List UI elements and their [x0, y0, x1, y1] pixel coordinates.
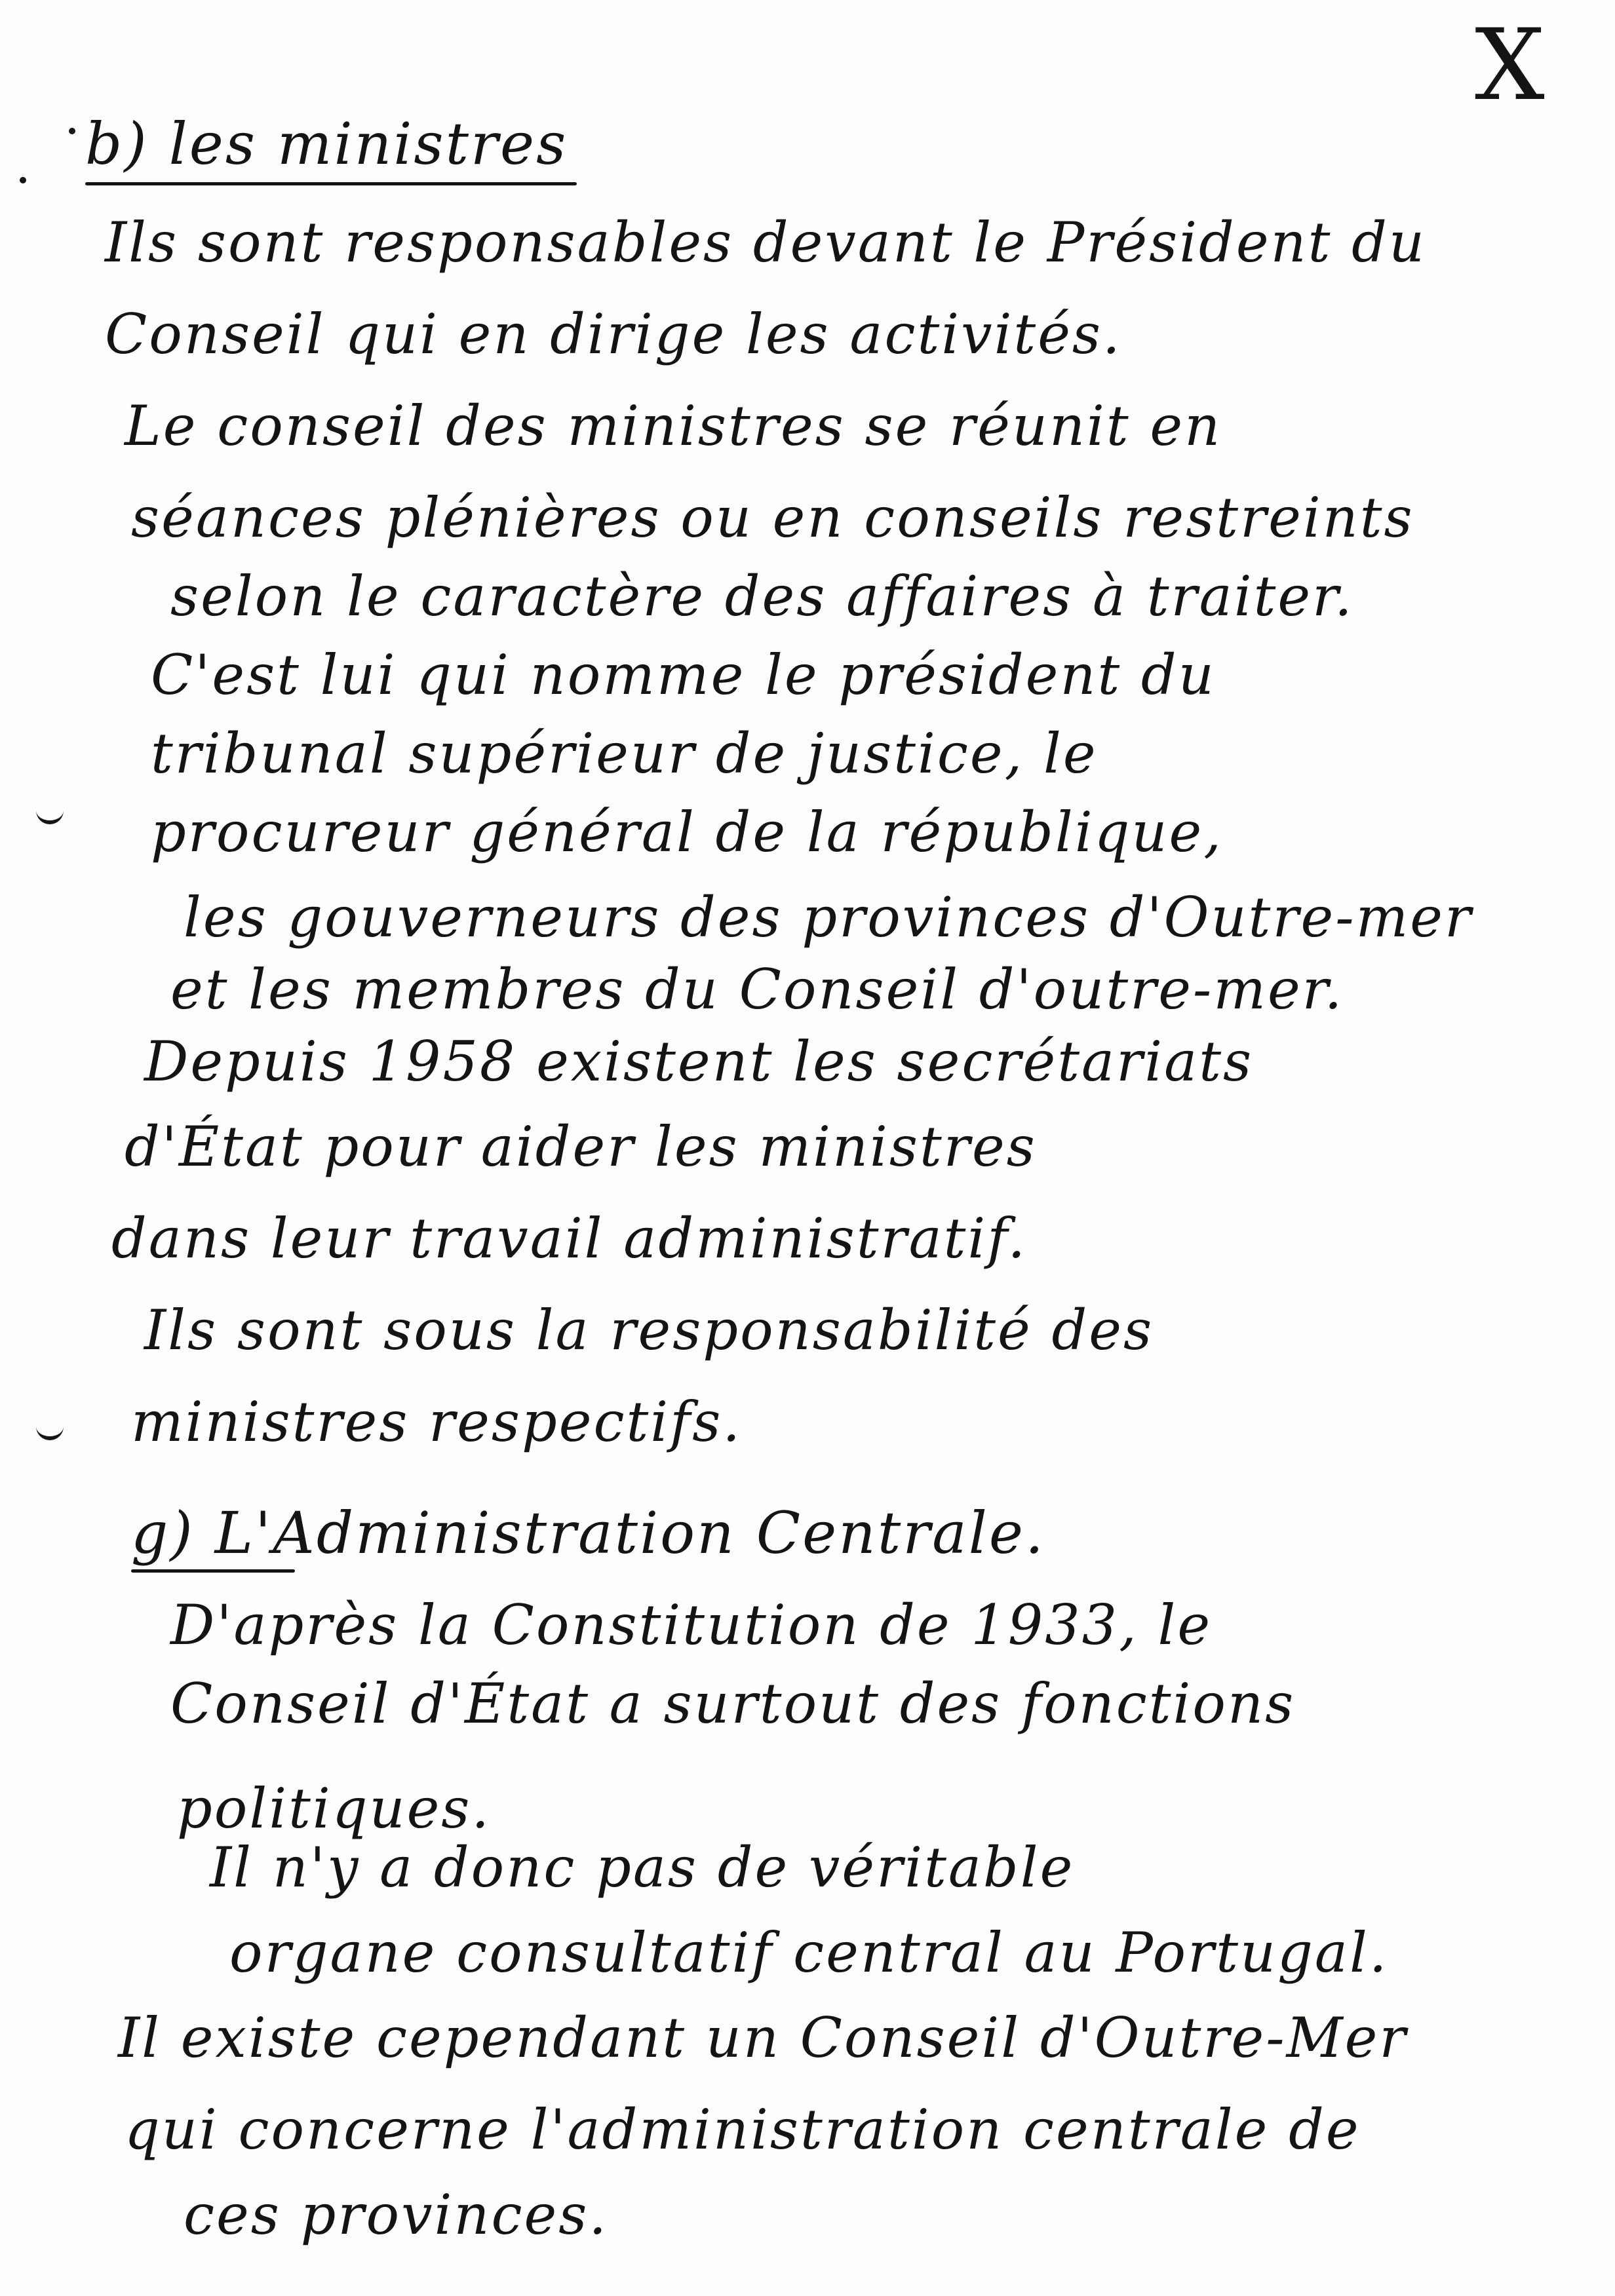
- section-b-line: Le conseil des ministres se réunit en: [125, 394, 1222, 458]
- ink-dot: [20, 177, 26, 183]
- section-b-line: et les membres du Conseil d'outre-mer.: [170, 957, 1344, 1022]
- section-b-line: d'État pour aider les ministres: [125, 1115, 1037, 1179]
- section-g-line: ces provinces.: [184, 2183, 609, 2247]
- section-b-line: Ils sont sous la responsabilité des: [144, 1298, 1154, 1362]
- section-g-line: Conseil d'État a surtout des fonctions: [170, 1672, 1296, 1736]
- section-b-line: C'est lui qui nomme le président du: [151, 643, 1216, 707]
- section-g-line: qui concerne l'administration centrale de: [125, 2097, 1361, 2162]
- section-b-line: séances plénières ou en conseils restreints: [131, 486, 1414, 550]
- page-number: X: [1475, 9, 1545, 123]
- section-g-line: organe consultatif central au Portugal.: [229, 1921, 1389, 1985]
- margin-mark: [36, 793, 64, 824]
- section-b-heading: b) les ministres: [85, 110, 568, 178]
- section-g-line: Il n'y a donc pas de véritable: [210, 1835, 1075, 1900]
- section-b-line: ministres respectifs.: [131, 1390, 743, 1454]
- section-b-heading-underline: [85, 182, 577, 185]
- section-b-line: les gouverneurs des provinces d'Outre-mer: [184, 885, 1473, 949]
- section-g-heading-underline: [131, 1569, 295, 1573]
- section-b-line: selon le caractère des affaires à traiter.: [170, 564, 1354, 628]
- margin-mark: [36, 1409, 64, 1440]
- section-g-line: politiques.: [177, 1776, 492, 1841]
- section-g-line: Il existe cependant un Conseil d'Outre-Mer: [118, 2006, 1408, 2070]
- section-b-line: Conseil qui en dirige les activités.: [105, 302, 1122, 366]
- section-g-heading: g) L'Administration Centrale.: [131, 1499, 1045, 1567]
- section-g-line: D'après la Constitution de 1933, le: [170, 1593, 1213, 1657]
- section-b-line: procureur général de la république,: [151, 800, 1223, 864]
- section-b-line: dans leur travail administratif.: [111, 1206, 1028, 1271]
- section-b-line: tribunal supérieur de justice, le: [151, 721, 1098, 786]
- section-b-line: Depuis 1958 existent les secrétariats: [144, 1029, 1254, 1094]
- ink-dot: [69, 128, 75, 134]
- section-b-line: Ils sont responsables devant le Président du: [105, 210, 1426, 275]
